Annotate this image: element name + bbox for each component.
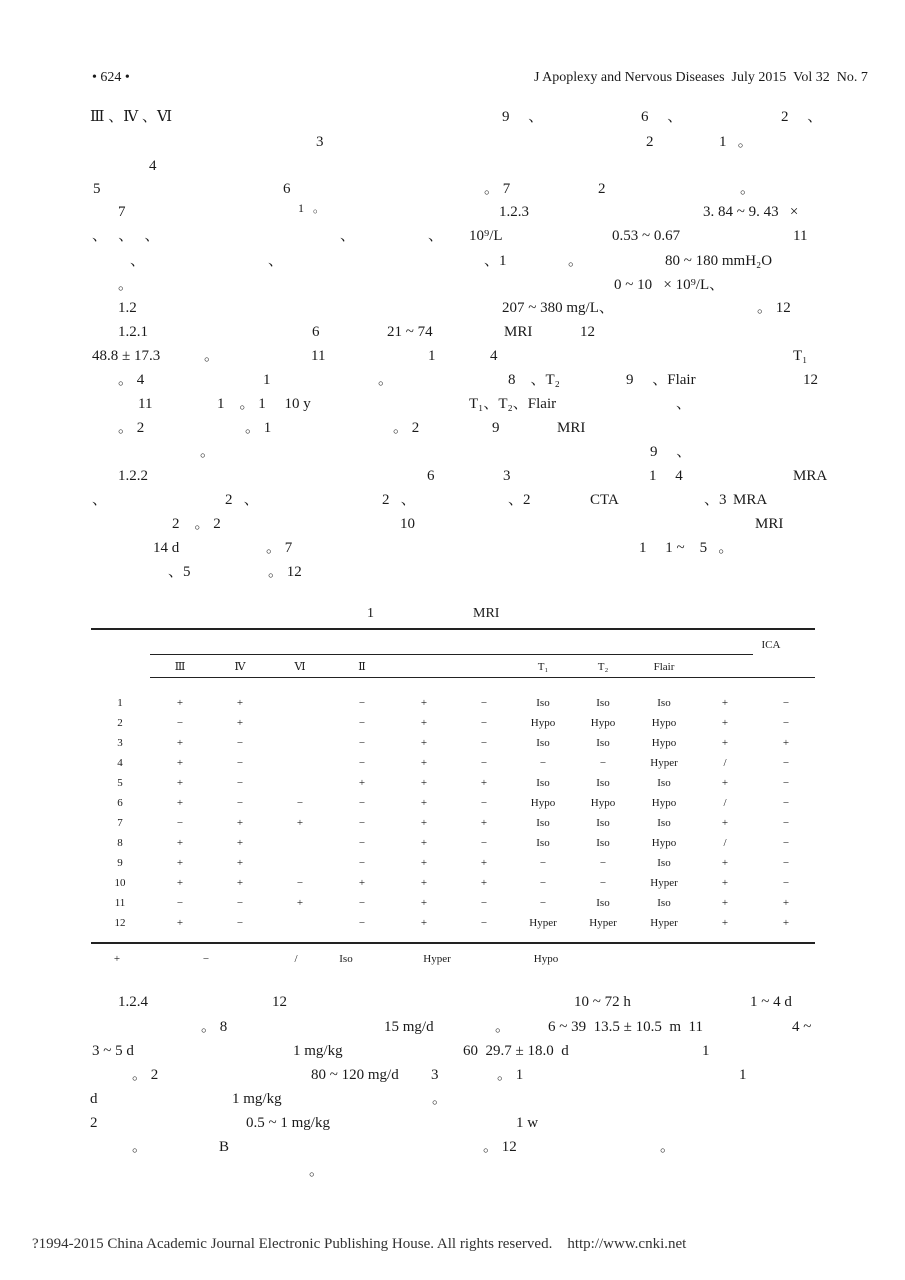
table-cell: + [420, 757, 428, 769]
table-cell: − [358, 797, 366, 809]
text-fragment: 2 [598, 181, 606, 197]
table-cell: Hypo [651, 797, 677, 809]
text-fragment: 、1 [484, 253, 507, 269]
text-fragment: B [219, 1139, 230, 1155]
footnote-symbol: Hypo [533, 953, 559, 965]
text-fragment: 。 1 [245, 420, 272, 436]
table-cell: Hyper [650, 757, 678, 769]
text-fragment: 207 ~ 380 mg/L、 [502, 300, 614, 316]
case-number-cell: 11 [114, 897, 126, 909]
table-cell: + [420, 897, 428, 909]
table-cell: − [539, 897, 547, 909]
text-fragment: 。 [432, 1091, 448, 1107]
text-fragment: 21 ~ 74 [387, 324, 433, 340]
table-cell: Hypo [590, 797, 616, 809]
text-fragment: 1 [428, 348, 436, 364]
table-cell: + [176, 757, 184, 769]
table-cell: + [721, 697, 729, 709]
table-header-rule [150, 677, 815, 678]
footnote-symbol: + [113, 953, 121, 965]
text-fragment: 1 [702, 1043, 710, 1059]
table-cell: − [296, 797, 304, 809]
table-cell: + [480, 857, 488, 869]
text-fragment: 12 [272, 994, 287, 1010]
text-fragment: 2 。 2 [172, 516, 221, 532]
table-cell: − [539, 877, 547, 889]
table-cell: Iso [596, 837, 610, 849]
text-fragment: 、 [268, 253, 284, 269]
text-fragment: 4 [490, 348, 498, 364]
text-fragment: 、2 [508, 492, 531, 508]
text-fragment: 10 ~ 72 h [574, 994, 631, 1010]
table-cell: + [420, 877, 428, 889]
case-number-cell: 8 [117, 837, 123, 849]
table-cell: + [420, 737, 428, 749]
column-header: Ⅳ [234, 661, 246, 673]
text-fragment: 6 ~ 39 13.5 ± 10.5 m 11 [548, 1019, 703, 1035]
text-fragment: 8 、T₂ [508, 372, 560, 388]
text-fragment: 。 12 [268, 564, 302, 580]
ica-header: ICA [761, 639, 781, 651]
case-number-cell: 6 [117, 797, 123, 809]
text-fragment: MRA [733, 492, 768, 508]
text-fragment: 9 [492, 420, 500, 436]
table-cell: + [296, 897, 304, 909]
text-fragment: 6 [427, 468, 435, 484]
table-cell: − [358, 917, 366, 929]
table-cell: + [721, 777, 729, 789]
table-cell: + [721, 817, 729, 829]
text-fragment: 1.2.2 [118, 468, 148, 484]
text-fragment: 1.2.3 [499, 204, 529, 220]
text-fragment: 3 ~ 5 d [92, 1043, 134, 1059]
text-fragment: 1 ~ 4 d [750, 994, 792, 1010]
text-fragment: 2 、 [225, 492, 259, 508]
table-cell: Hypo [530, 717, 556, 729]
text-fragment: 。 1 [497, 1067, 524, 1083]
text-fragment: 7 [118, 204, 126, 220]
table-cell: + [236, 837, 244, 849]
case-number-cell: 7 [117, 817, 123, 829]
case-number-cell: 9 [117, 857, 123, 869]
case-number-cell: 12 [114, 917, 126, 929]
text-fragment: 。 [204, 348, 220, 364]
table-cell: − [236, 797, 244, 809]
text-fragment: 11 [138, 396, 153, 412]
text-fragment: 4 ~ [792, 1019, 812, 1035]
table-cell: + [420, 777, 428, 789]
text-fragment: 、 [428, 228, 444, 244]
table-cell: + [420, 817, 428, 829]
text-fragment: 。 2 [118, 420, 145, 436]
table-cell: − [480, 697, 488, 709]
journal-header: J Apoplexy and Nervous Diseases July 2015 Vol 32 No. 7 [534, 70, 868, 85]
text-fragment: 6 [312, 324, 320, 340]
table-cell: − [599, 757, 607, 769]
table-cell: Iso [596, 897, 610, 909]
page-number: • 624 • [92, 70, 130, 85]
table-cell: − [480, 797, 488, 809]
text-fragment: d [90, 1091, 98, 1107]
table-cell: Iso [536, 697, 550, 709]
text-fragment: 60 29.7 ± 18.0 d [463, 1043, 569, 1059]
table-cell: Hyper [650, 877, 678, 889]
text-fragment: 。 [378, 372, 394, 388]
table-cell: − [236, 777, 244, 789]
table-cell: − [176, 897, 184, 909]
table-cell: + [176, 917, 184, 929]
text-fragment: 10⁹/L [469, 228, 503, 244]
table-cell: + [721, 877, 729, 889]
table-cell: + [236, 877, 244, 889]
text-fragment: 11 [793, 228, 808, 244]
table-cell: − [539, 757, 547, 769]
text-fragment: 2 、 [781, 109, 823, 125]
table-cell: + [236, 717, 244, 729]
table-cell: / [723, 797, 727, 809]
table-cell: Iso [596, 737, 610, 749]
text-fragment: 。 [118, 277, 134, 293]
table-cell: + [782, 737, 790, 749]
table-cell: + [176, 797, 184, 809]
table-cell: Hyper [650, 917, 678, 929]
text-fragment: 3. 84 ~ 9. 43 × [703, 204, 799, 220]
text-fragment: 。 12 [757, 300, 791, 316]
table-cell: + [420, 837, 428, 849]
text-fragment: MRI [755, 516, 784, 532]
text-fragment: 、 、 、 [92, 228, 160, 244]
table-cell: + [480, 817, 488, 829]
table-cell: + [358, 777, 366, 789]
text-fragment: 1 [263, 372, 271, 388]
text-fragment: 4 [149, 158, 157, 174]
table-cell: + [176, 857, 184, 869]
table-cell: − [176, 817, 184, 829]
table-cell: + [236, 697, 244, 709]
text-fragment: 2 、 [382, 492, 416, 508]
table-cell: − [358, 757, 366, 769]
table-cell: − [236, 917, 244, 929]
table-cell: + [782, 917, 790, 929]
footnote-symbol: Hyper [423, 953, 451, 965]
table-cell: Iso [596, 777, 610, 789]
table-cell: Iso [657, 897, 671, 909]
text-fragment: 1 1 ~ 5 。 [639, 540, 734, 556]
table-cell: + [721, 897, 729, 909]
text-fragment: 9 、 [650, 444, 692, 460]
case-number-cell: 10 [114, 877, 126, 889]
text-fragment: 1 。 [719, 134, 753, 150]
text-fragment: 1 。 [298, 201, 326, 215]
table-cell: − [782, 817, 790, 829]
column-header: Ⅱ [358, 661, 366, 673]
table-cell: − [782, 757, 790, 769]
table-cell: − [358, 897, 366, 909]
text-fragment: 0 ~ 10 × 10⁹/L、 [614, 277, 725, 293]
text-fragment: 。 4 [118, 372, 145, 388]
table-cell: − [599, 857, 607, 869]
table-cell: + [176, 737, 184, 749]
text-fragment: T₁、T₂、Flair [469, 396, 557, 412]
text-fragment: 1 [739, 1067, 747, 1083]
copyright-footer: ?1994-2015 China Academic Journal Electronic Publishing House. All rights reserved. http://www.cnki.net [32, 1236, 687, 1252]
text-fragment: 11 [311, 348, 326, 364]
table-cell: − [358, 837, 366, 849]
text-fragment: 6 、 [641, 109, 683, 125]
text-fragment: 。 [132, 1139, 148, 1155]
column-header: T₂ [597, 661, 609, 673]
table-cell: + [176, 777, 184, 789]
text-fragment: 1 mg/kg [232, 1091, 282, 1107]
table-cell: Iso [536, 777, 550, 789]
text-fragment: 1 w [516, 1115, 539, 1131]
table-cell: Iso [657, 697, 671, 709]
table-bottom-rule [91, 942, 815, 944]
text-fragment: 12 [580, 324, 595, 340]
table-cell: Hypo [651, 837, 677, 849]
text-fragment: 。 2 [393, 420, 420, 436]
table-cell: + [721, 857, 729, 869]
table-cell: Hypo [651, 737, 677, 749]
table-cell: Iso [536, 817, 550, 829]
text-fragment: 2 [646, 134, 654, 150]
table-cell: + [480, 877, 488, 889]
table-cell: Iso [536, 737, 550, 749]
text-fragment: 、3 [704, 492, 727, 508]
text-fragment: 、 [92, 492, 108, 508]
text-fragment: 1.2.4 [118, 994, 148, 1010]
table-cell: − [480, 897, 488, 909]
column-header: T₁ [537, 661, 549, 673]
case-number-cell: 3 [117, 737, 123, 749]
text-fragment: 1.2.1 [118, 324, 148, 340]
column-header: Ⅵ [294, 661, 306, 673]
text-fragment: 。 [568, 253, 584, 269]
text-fragment: 1.2 [118, 300, 137, 316]
table-cell: + [236, 857, 244, 869]
text-fragment: 3 [431, 1067, 439, 1083]
table-cell: Hypo [590, 717, 616, 729]
table-cell: − [480, 757, 488, 769]
table-cell: − [236, 737, 244, 749]
table-cell: + [236, 817, 244, 829]
table-cell: Hypo [651, 717, 677, 729]
text-fragment: 0.5 ~ 1 mg/kg [246, 1115, 330, 1131]
table-cell: − [782, 777, 790, 789]
table-cell: Hypo [530, 797, 556, 809]
text-fragment: 15 mg/d [384, 1019, 434, 1035]
table-cell: + [176, 837, 184, 849]
column-header: Flair [653, 661, 675, 673]
case-number-cell: 1 [117, 697, 123, 709]
text-fragment: 1 。 1 10 y [217, 396, 311, 412]
table-cell: Iso [657, 857, 671, 869]
text-fragment: 2 [90, 1115, 98, 1131]
text-fragment: 48.8 ± 17.3 [92, 348, 161, 364]
table-cell: − [599, 877, 607, 889]
text-fragment: T₁ [793, 348, 808, 364]
table-cell: + [176, 877, 184, 889]
table-cell: Iso [596, 697, 610, 709]
text-fragment: 、5 [168, 564, 191, 580]
table-cell: − [782, 837, 790, 849]
table-cell: + [296, 817, 304, 829]
table-group-rule [150, 654, 753, 655]
text-fragment: 。 [740, 181, 756, 197]
text-fragment: 、 [340, 228, 356, 244]
text-fragment: 。 [309, 1163, 325, 1179]
table-cell: − [480, 737, 488, 749]
text-fragment: 3 [503, 468, 511, 484]
table-cell: + [480, 777, 488, 789]
table-cell: Hyper [529, 917, 557, 929]
table-cell: Iso [596, 817, 610, 829]
text-fragment: 。 8 [201, 1019, 228, 1035]
text-fragment: MRI [504, 324, 533, 340]
table-cell: − [782, 797, 790, 809]
text-fragment: 10 [400, 516, 415, 532]
text-fragment: 1 mg/kg [293, 1043, 343, 1059]
text-fragment: 。 [660, 1139, 676, 1155]
table-cell: − [782, 857, 790, 869]
table-cell: − [358, 717, 366, 729]
table-cell: + [782, 897, 790, 909]
table-cell: + [176, 697, 184, 709]
text-fragment: 。 [200, 444, 216, 460]
footnote-symbol: / [294, 953, 298, 965]
text-fragment: Ⅲ 、Ⅳ 、Ⅵ [90, 109, 173, 125]
text-fragment: CTA [590, 492, 619, 508]
table-cell: − [236, 897, 244, 909]
table-cell: + [721, 717, 729, 729]
case-number-cell: 5 [117, 777, 123, 789]
footnote-symbol: Iso [339, 953, 353, 965]
text-fragment: 3 [316, 134, 324, 150]
table-cell: − [782, 877, 790, 889]
table-cell: Iso [657, 777, 671, 789]
column-header: Ⅲ [174, 661, 186, 673]
text-fragment: 1 4 [649, 468, 683, 484]
text-fragment: 、 [130, 253, 146, 269]
text-fragment: 。 7 [266, 540, 293, 556]
text-fragment: 80 ~ 120 mg/d [311, 1067, 399, 1083]
table-cell: − [358, 817, 366, 829]
table-cell: + [721, 737, 729, 749]
table-cell: / [723, 837, 727, 849]
text-fragment: MRI [557, 420, 586, 436]
table-cell: Hyper [589, 917, 617, 929]
table-cell: Iso [657, 817, 671, 829]
text-fragment: 9 、Flair [626, 372, 696, 388]
table-cell: − [358, 737, 366, 749]
case-number-cell: 4 [117, 757, 123, 769]
text-fragment: 80 ~ 180 mmH₂O [665, 253, 773, 269]
table-cell: − [480, 837, 488, 849]
table-cell: + [420, 697, 428, 709]
text-fragment: 。 7 [484, 181, 511, 197]
table-cell: − [539, 857, 547, 869]
text-fragment: 14 d [153, 540, 180, 556]
text-fragment: 5 [93, 181, 101, 197]
text-fragment: 6 [283, 181, 291, 197]
text-fragment: MRA [793, 468, 828, 484]
table-cell: − [296, 877, 304, 889]
table-cell: − [236, 757, 244, 769]
footnote-symbol: − [202, 953, 210, 965]
table-cell: + [420, 797, 428, 809]
table-caption-number: 1 [367, 606, 374, 621]
table-cell: + [420, 917, 428, 929]
text-fragment: 、 [676, 396, 692, 412]
text-fragment: 9 、 [502, 109, 544, 125]
table-cell: − [358, 697, 366, 709]
table-cell: Iso [536, 837, 550, 849]
table-caption-title: MRI [473, 606, 500, 621]
table-cell: + [721, 917, 729, 929]
text-fragment: 。 [495, 1019, 511, 1035]
text-fragment: 0.53 ~ 0.67 [612, 228, 681, 244]
table-cell: + [358, 877, 366, 889]
table-cell: − [176, 717, 184, 729]
table-cell: − [480, 917, 488, 929]
table-cell: / [723, 757, 727, 769]
text-fragment: 。 12 [483, 1139, 517, 1155]
table-cell: − [782, 717, 790, 729]
text-fragment: 。 2 [132, 1067, 159, 1083]
table-cell: − [782, 697, 790, 709]
table-cell: + [420, 857, 428, 869]
case-number-cell: 2 [117, 717, 123, 729]
table-cell: − [358, 857, 366, 869]
text-fragment: 12 [803, 372, 818, 388]
table-top-rule [91, 628, 815, 630]
table-cell: − [480, 717, 488, 729]
table-cell: + [420, 717, 428, 729]
